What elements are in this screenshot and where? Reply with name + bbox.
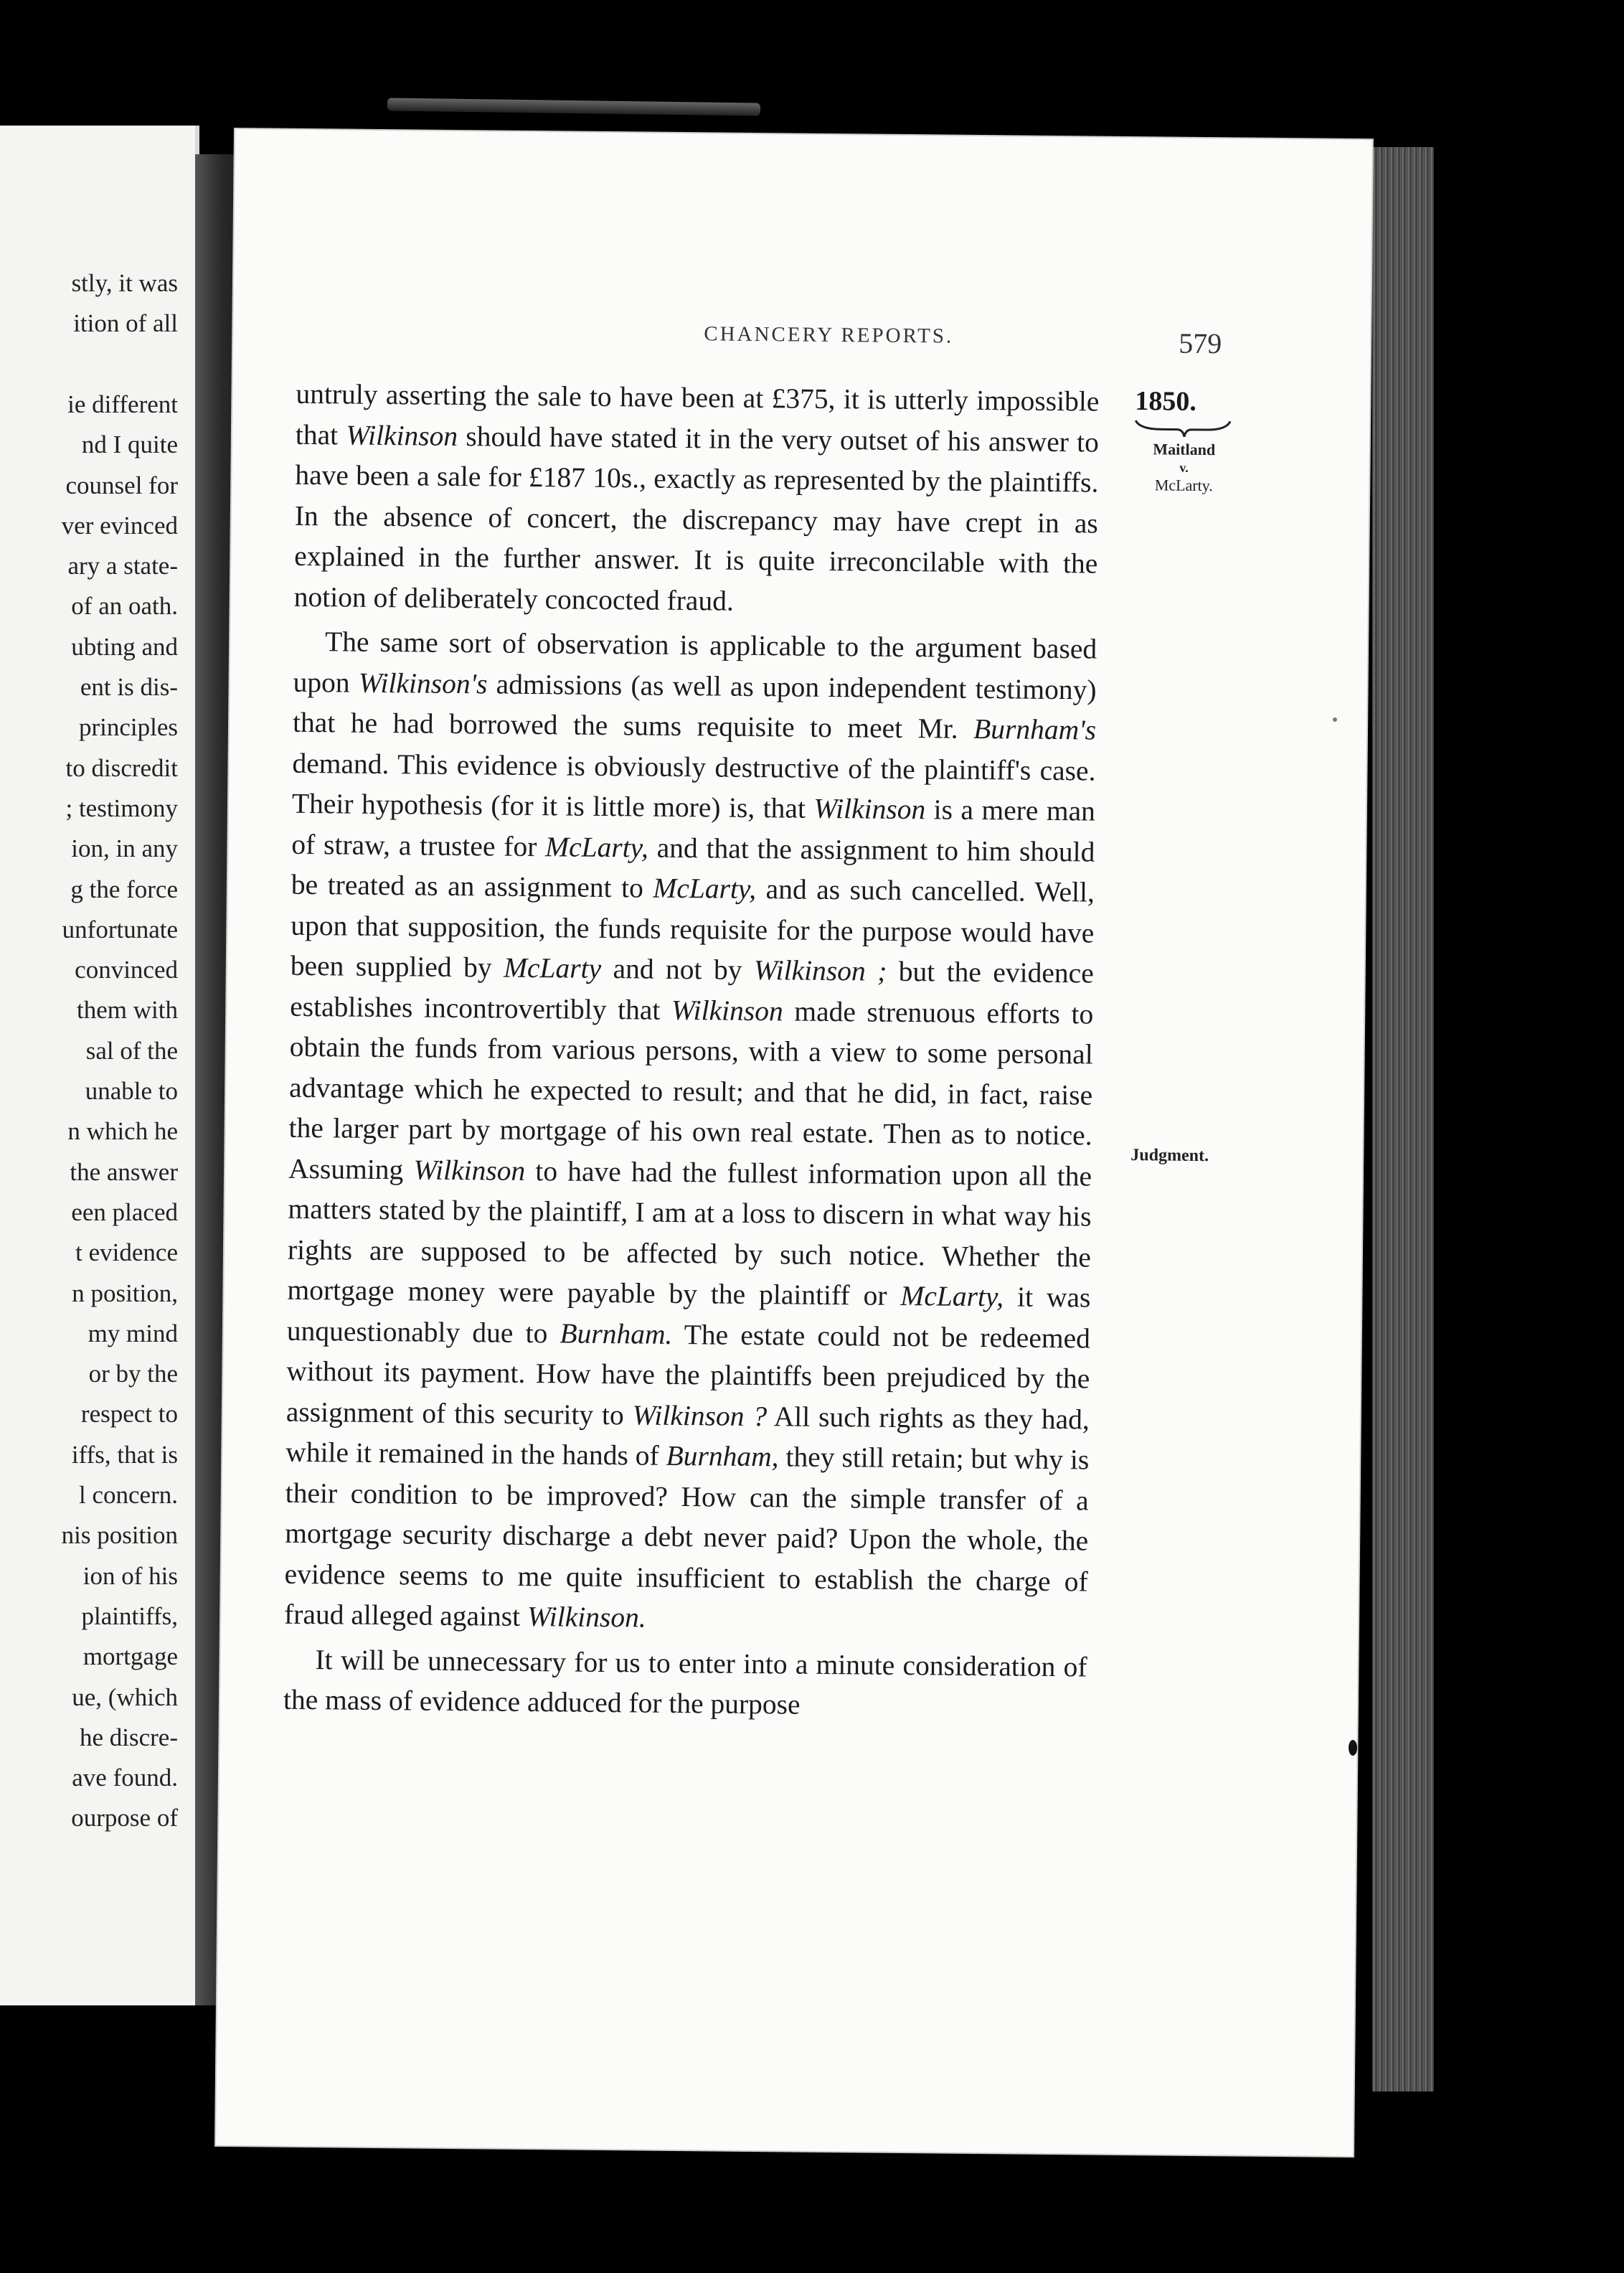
left-page-line: he discre- — [79, 1723, 178, 1751]
left-page-line: ition of all — [73, 309, 178, 338]
book-page — [216, 129, 1372, 2156]
left-page-line: ubting and — [71, 632, 178, 661]
text-run: The same sort of observation is applicable to the argument based upon — [293, 626, 1097, 699]
left-page-line: of an oath. — [71, 592, 178, 621]
text-run: it was unquestionably due to — [286, 1281, 1091, 1349]
left-page-line: l concern. — [79, 1481, 178, 1509]
left-page-line: counsel for — [65, 471, 178, 499]
paragraph — [284, 621, 1097, 1642]
text-run: made strenuous efforts to obtain the funds from various persons, with a view to some personal advantage which he expected to result; and that he did, in fact, raise the larger part by mortgage of his own real estate. Then as to notice. Assuming — [288, 994, 1094, 1185]
left-page-line: plaintiffs, — [81, 1601, 178, 1630]
case-party-2: McLarty. — [1154, 476, 1213, 495]
left-page-line: my mind — [88, 1319, 178, 1347]
italic-name: Wilkinson. — [527, 1601, 646, 1634]
left-page-line: to discredit — [65, 753, 178, 782]
left-page-line: ary a state- — [67, 552, 178, 580]
text-run: untruly asserting the sale to have been at £375, it is utterly impossible that — [295, 377, 1100, 451]
left-page-line: ourpose of — [71, 1804, 178, 1832]
left-page-line: n which he — [67, 1117, 178, 1146]
left-facing-page — [0, 126, 199, 2005]
case-name — [1137, 439, 1231, 496]
left-page-line: convinced — [75, 956, 178, 984]
italic-name: Wilkinson's — [358, 667, 488, 700]
italic-name: Burnham's — [973, 712, 1097, 746]
italic-name: Wilkinson — [413, 1153, 526, 1187]
italic-name: Wilkinson — [346, 419, 458, 452]
page-number: 579 — [1178, 326, 1222, 360]
left-page-line: t evidence — [75, 1238, 178, 1267]
left-page-line: unable to — [85, 1077, 178, 1105]
text-run: to have had the fullest information upon all the matters stated by the plaintiff, I am at a loss to discern in what way his rights are supposed to be affected by such notice. Whether the mortgage money were payable by the plaintiff or — [287, 1154, 1092, 1312]
left-page-line: unfortunate — [62, 915, 178, 943]
page-edges — [1372, 147, 1434, 2091]
text-run: but the evidence establishes incontrovertibly that — [290, 955, 1094, 1026]
left-page-line: ent is dis- — [80, 673, 178, 701]
margin-year: 1850. — [1135, 386, 1197, 417]
italic-name: Wilkinson ; — [753, 954, 887, 987]
left-page-line: respect to — [80, 1400, 178, 1429]
left-page-line: g the force — [70, 875, 178, 903]
italic-name: Wilkinson — [813, 792, 926, 826]
text-run: is a mere man of straw, a trustee for — [291, 794, 1096, 862]
left-page-line: ave found. — [72, 1764, 178, 1792]
text-run: It will be unnecessary for us to enter into a minute consideration of the mass of evidence adduced for the purpose — [283, 1643, 1087, 1721]
left-page-line: nd I quite — [81, 430, 178, 459]
left-page-line: sal of the — [85, 1036, 178, 1065]
italic-name: Wilkinson — [671, 994, 783, 1027]
text-run: and not by — [600, 952, 755, 986]
text-run: they still retain; but why is their condition to be improved? How can the simple transfer of a mortgage security discharge a debt never paid? Upon the whole, the evidence seems to me quite insufficient to establish the charge of fraud alleged against — [283, 1441, 1090, 1633]
text-run: should have stated it in the very outset of his answer to have been a sale for £187 10s., exactly as represented by the plaintiffs. In the absence of concert, the discrepancy may have crept in as explained in the further answer. It is quite irreconcilable with the notion of deliberately concocted fraud. — [293, 420, 1100, 617]
text-run: admissions (as well as upon independent testimony) that he had borrowed the sums requisite to meet Mr. — [292, 667, 1097, 745]
left-page-line: ver evinced — [61, 511, 178, 540]
left-page-line: ; testimony — [65, 794, 178, 822]
left-page-line: ion of his — [82, 1561, 178, 1590]
left-page-line: or by the — [88, 1360, 178, 1388]
italic-name: Burnham. — [560, 1317, 673, 1350]
text-run: and as such cancelled. Well, upon that supposition, the funds requisite for the purpose would have been supplied by — [290, 873, 1095, 984]
italic-name: McLarty, — [653, 872, 757, 905]
brace-icon — [1133, 416, 1233, 438]
left-page-line: een placed — [71, 1197, 178, 1226]
text-run: demand. This evidence is obviously destructive of the plaintiff's case. Their hypothesis (for it is little more) is, that — [291, 747, 1096, 824]
running-head: CHANCERY REPORTS. — [704, 322, 954, 348]
case-party-1: Maitland — [1153, 440, 1216, 459]
left-page-line: ue, (which — [72, 1683, 178, 1711]
margin-judgment: Judgment. — [1130, 1146, 1209, 1166]
paragraph — [293, 374, 1099, 625]
case-versus: v. — [1179, 460, 1189, 475]
left-page-line: ion, in any — [71, 834, 178, 863]
left-page-line: stly, it was — [71, 269, 178, 297]
speck-mark — [1349, 1740, 1357, 1756]
left-page-line: them with — [77, 996, 178, 1025]
text-run: and that the assignment to him should be treated as an assignment to — [291, 832, 1095, 904]
italic-name: McLarty — [503, 951, 602, 984]
paragraph — [283, 1639, 1087, 1728]
left-page-line: n position, — [72, 1279, 178, 1307]
left-page-line: iffs, that is — [71, 1440, 178, 1469]
italic-name: McLarty, — [544, 830, 649, 864]
italic-name: Burnham, — [666, 1439, 779, 1473]
text-run: The estate could not be redeemed without its payment. How have the plaintiffs been prejudiced by the assignment of this security to — [285, 1318, 1091, 1431]
speck-mark — [1333, 717, 1337, 722]
left-page-line: the answer — [70, 1157, 178, 1186]
left-page-line: ie different — [67, 390, 178, 418]
left-page-line: nis position — [61, 1521, 178, 1550]
italic-name: McLarty, — [900, 1279, 1004, 1313]
body-text — [283, 374, 1100, 1728]
italic-name: Wilkinson ? — [632, 1398, 768, 1432]
left-page-line: principles — [78, 713, 178, 742]
text-run: All such rights as they had, while it remained in the hands of — [285, 1400, 1090, 1472]
left-page-line: mortgage — [82, 1642, 178, 1671]
top-edge-shadow — [387, 98, 760, 116]
